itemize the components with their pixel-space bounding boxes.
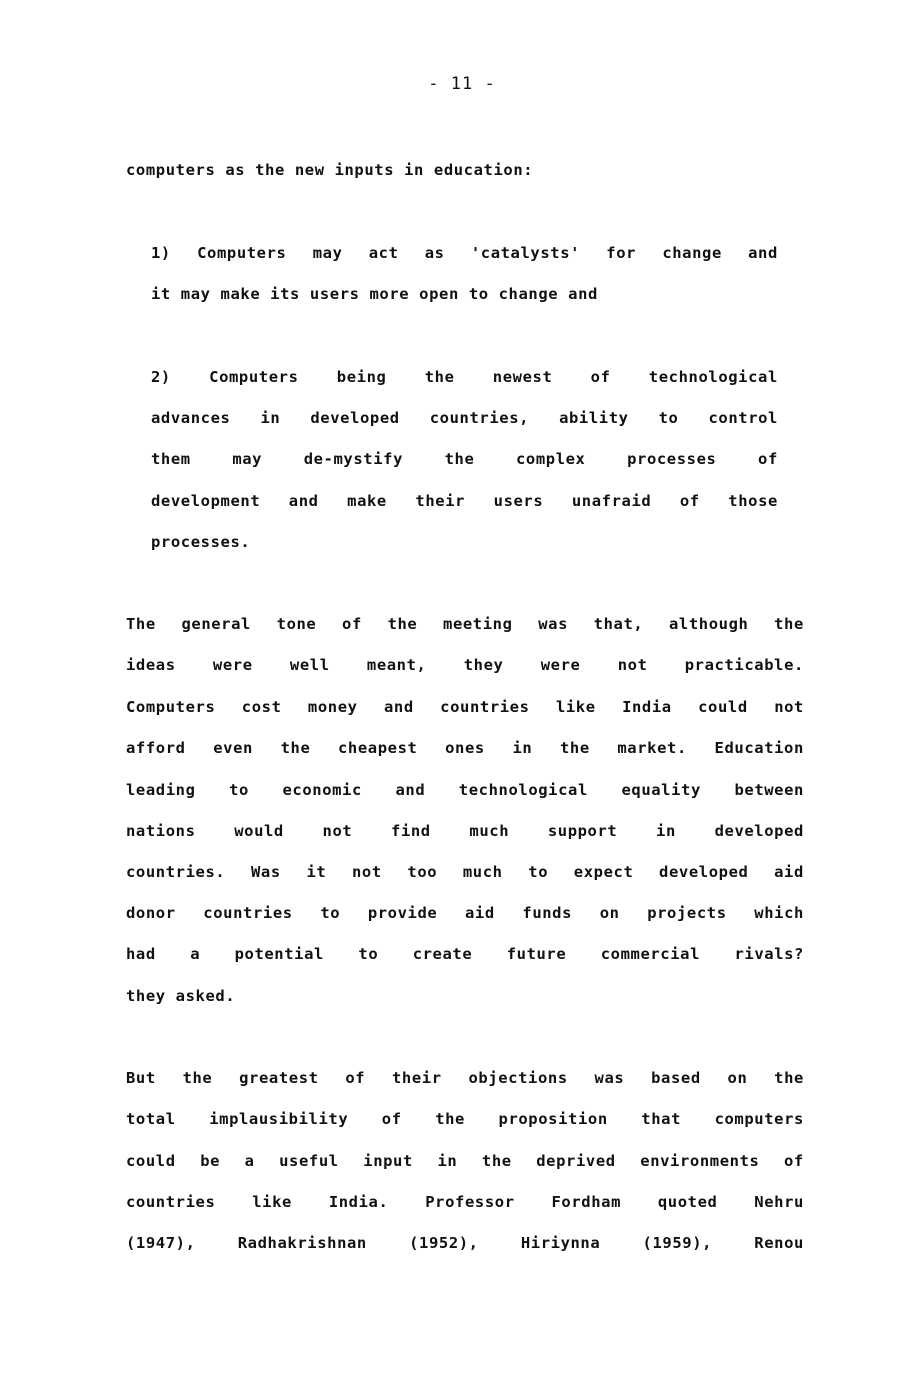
word: of (342, 615, 362, 633)
word: in (512, 739, 533, 757)
list-line: processes. (151, 533, 251, 551)
word: and (395, 781, 426, 799)
paragraph-line (126, 820, 804, 842)
word: be (200, 1152, 221, 1170)
word: too (407, 863, 438, 881)
word: Computers (197, 244, 287, 262)
word: even (213, 739, 253, 757)
word: to (229, 781, 249, 799)
word: aid (464, 904, 495, 922)
word: were (540, 656, 581, 674)
word: expect (573, 863, 634, 881)
word: a (244, 1152, 255, 1170)
word: developed (310, 409, 400, 427)
word: practicable. (684, 656, 804, 674)
word: it (306, 863, 327, 881)
word: in (437, 1152, 458, 1170)
word: aid (774, 863, 804, 881)
word: total (126, 1110, 176, 1128)
word: that, (593, 615, 644, 633)
word: countries, (429, 409, 530, 427)
word: of (590, 368, 611, 386)
word: based (651, 1069, 701, 1087)
word: the (435, 1110, 465, 1128)
word: a (190, 945, 201, 963)
word: economic (282, 781, 362, 799)
word: unafraid (571, 492, 652, 510)
word: advances (151, 409, 231, 427)
word: in (260, 409, 281, 427)
word: de-mystify (303, 450, 404, 468)
word: input (363, 1152, 413, 1170)
word: processes (627, 450, 717, 468)
paragraph-line (126, 861, 804, 883)
word: developed (714, 822, 804, 840)
page-number: - 11 - (428, 74, 496, 94)
word: to (658, 409, 679, 427)
word: their (392, 1069, 442, 1087)
list-line (151, 366, 778, 388)
word: would (234, 822, 284, 840)
word: the (424, 368, 455, 386)
word: The (126, 615, 156, 633)
word: computers (714, 1110, 804, 1128)
word: support (547, 822, 618, 840)
word: not (774, 698, 804, 716)
word: on (727, 1069, 748, 1087)
word: had (126, 945, 156, 963)
list-line (151, 448, 778, 470)
word: projects (647, 904, 727, 922)
word: to (320, 904, 341, 922)
word: general (181, 615, 251, 633)
word: was (538, 615, 568, 633)
word: potential (234, 945, 324, 963)
word: of (784, 1152, 804, 1170)
word: Computers (126, 698, 216, 716)
word: commercial (600, 945, 701, 963)
word: Education (714, 739, 804, 757)
word: Professor (425, 1193, 515, 1211)
word: may (312, 244, 343, 262)
word: of (345, 1069, 366, 1087)
word: money (307, 698, 358, 716)
word: the (280, 739, 311, 757)
word: market. (617, 739, 687, 757)
word: future (506, 945, 567, 963)
word: greatest (239, 1069, 319, 1087)
word: countries (126, 1193, 216, 1211)
word: much (469, 822, 510, 840)
word: developed (659, 863, 749, 881)
paragraph-line (126, 1232, 804, 1254)
paragraph-line (126, 779, 804, 801)
word: the (182, 1069, 213, 1087)
word: ones (445, 739, 485, 757)
word: could (126, 1152, 176, 1170)
word: cost (241, 698, 282, 716)
word: development (151, 492, 261, 510)
word: provide (367, 904, 438, 922)
paragraph-line (126, 902, 804, 924)
word: objections (468, 1069, 568, 1087)
word: which (754, 904, 804, 922)
word: they (463, 656, 504, 674)
word: not (351, 863, 382, 881)
word: the (774, 1069, 804, 1087)
word: donor (126, 904, 176, 922)
word: well (289, 656, 330, 674)
word: those (728, 492, 778, 510)
word: complex (515, 450, 586, 468)
word: find (391, 822, 431, 840)
word: 1) (151, 244, 171, 262)
word: the (481, 1152, 512, 1170)
word: proposition (498, 1110, 608, 1128)
list-line: it may make its users more open to change and (151, 285, 598, 303)
word: that (641, 1110, 682, 1128)
word: meant, (366, 656, 427, 674)
word: equality (621, 781, 701, 799)
paragraph-line: they asked. (126, 987, 236, 1005)
intro-line: computers as the new inputs in education: (126, 161, 534, 179)
word: 2) (151, 368, 171, 386)
word: Fordham (551, 1193, 622, 1211)
word: environments (640, 1152, 760, 1170)
word: them (151, 450, 191, 468)
word: (1947), (126, 1234, 196, 1252)
word: the (387, 615, 418, 633)
word: and (748, 244, 778, 262)
word: Renou (754, 1234, 804, 1252)
word: like (252, 1193, 292, 1211)
word: may (232, 450, 263, 468)
word: in (656, 822, 676, 840)
word: being (336, 368, 387, 386)
word: for (606, 244, 637, 262)
word: nations (126, 822, 196, 840)
word: tone (276, 615, 317, 633)
paragraph-line (126, 654, 804, 676)
paragraph-line (126, 737, 804, 759)
word: although (668, 615, 749, 633)
word: ability (559, 409, 629, 427)
word: was (594, 1069, 625, 1087)
paragraph-line (126, 1150, 804, 1172)
word: (1959), (642, 1234, 713, 1252)
word: rivals? (734, 945, 804, 963)
word: leading (126, 781, 196, 799)
word: like (555, 698, 596, 716)
word: India. (328, 1193, 389, 1211)
word: and (383, 698, 414, 716)
word: not (322, 822, 353, 840)
word: Was (250, 863, 281, 881)
word: to (528, 863, 549, 881)
word: useful (279, 1152, 339, 1170)
word: were (212, 656, 253, 674)
word: India (622, 698, 672, 716)
word: could (698, 698, 748, 716)
word: Hiriynna (520, 1234, 601, 1252)
word: 'catalysts' (470, 244, 581, 262)
word: create (412, 945, 473, 963)
word: act (368, 244, 399, 262)
paragraph-line (126, 943, 804, 965)
word: technological (648, 368, 778, 386)
word: countries (203, 904, 293, 922)
word: ideas (126, 656, 176, 674)
word: the (559, 739, 590, 757)
word: quoted (657, 1193, 718, 1211)
word: of (758, 450, 778, 468)
word: users (493, 492, 544, 510)
word: not (617, 656, 648, 674)
word: on (599, 904, 620, 922)
word: countries. (126, 863, 226, 881)
word: afford (126, 739, 186, 757)
word: meeting (443, 615, 513, 633)
word: countries (440, 698, 530, 716)
word: deprived (536, 1152, 616, 1170)
word: and (288, 492, 319, 510)
word: the (444, 450, 475, 468)
list-line (151, 407, 778, 429)
paragraph-line (126, 696, 804, 718)
word: control (708, 409, 778, 427)
list-line (151, 490, 778, 512)
word: Nehru (754, 1193, 804, 1211)
paragraph-line (126, 1067, 804, 1089)
word: Computers (209, 368, 299, 386)
paragraph-line (126, 1191, 804, 1213)
word: their (415, 492, 466, 510)
word: much (462, 863, 503, 881)
paragraph-line (126, 613, 804, 635)
word: of (381, 1110, 402, 1128)
word: between (734, 781, 804, 799)
word: technological (458, 781, 588, 799)
word: implausibility (209, 1110, 349, 1128)
paragraph-line (126, 1108, 804, 1130)
list-line (151, 242, 778, 264)
word: change (662, 244, 722, 262)
word: newest (492, 368, 553, 386)
word: to (358, 945, 379, 963)
word: cheapest (338, 739, 418, 757)
word: Radhakrishnan (237, 1234, 367, 1252)
word: But (126, 1069, 156, 1087)
word: funds (522, 904, 573, 922)
word: make (347, 492, 387, 510)
word: (1952), (409, 1234, 479, 1252)
word: of (679, 492, 700, 510)
word: the (774, 615, 804, 633)
word: as (424, 244, 445, 262)
